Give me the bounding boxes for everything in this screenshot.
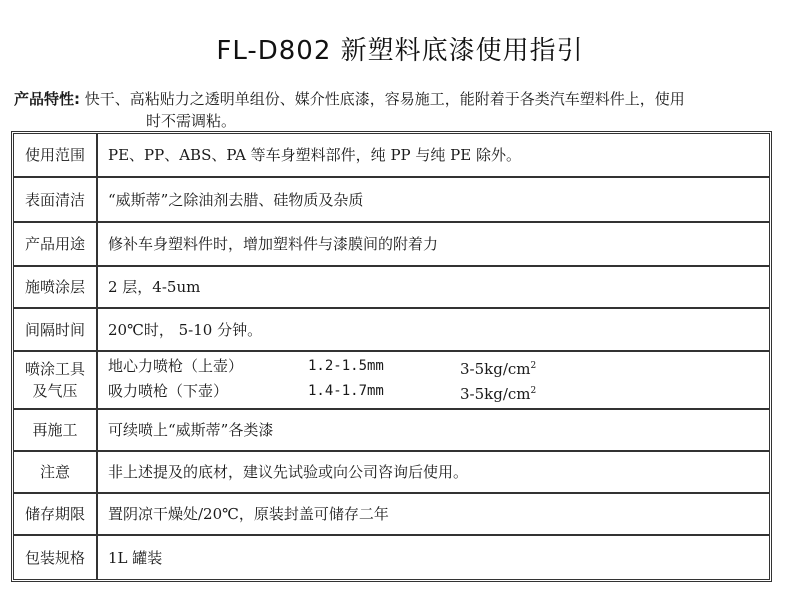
spray-gun-line: [108, 380, 769, 405]
table-row-usage: [14, 223, 769, 267]
row-label: 产品用途: [14, 223, 98, 265]
row-label-line-1: 喷涂工具: [24, 360, 85, 378]
features-line-2: 时不需调粘。: [146, 112, 237, 130]
table-row-interval: [14, 309, 769, 352]
product-features: [14, 88, 790, 132]
table-row-storage: [14, 494, 769, 536]
gun-pressure: $3-5kg/cm^2$: [460, 385, 537, 403]
row-value: 修补车身塑料件时，增加塑料件与漆膜间的附着力: [108, 235, 439, 253]
row-label-line-2: 及气压: [32, 382, 78, 400]
row-label: [14, 352, 98, 408]
spec-table: [11, 131, 772, 582]
row-value: “威斯蒂”之除油剂去腊、硅物质及杂质: [108, 190, 364, 209]
gun-name: 吸力喷枪（下壶）: [108, 382, 229, 400]
row-label: 施喷涂层: [14, 267, 98, 307]
row-value: 2 层，4-5um: [108, 278, 201, 296]
table-row-cleaning: [14, 178, 769, 223]
row-value: 1L 罐装: [108, 548, 163, 567]
row-label: 注意: [14, 452, 98, 492]
row-label: 储存期限: [14, 494, 98, 534]
features-line-1: [14, 88, 790, 110]
table-row-scope: [14, 134, 769, 178]
gun-pressure: $3-5kg/cm^2$: [460, 360, 537, 378]
features-label: 产品特性:: [14, 90, 80, 108]
gun-nozzle: 1.2-1.5mm: [308, 358, 384, 374]
table-row-notice: [14, 452, 769, 494]
table-row-coats: [14, 267, 769, 309]
table-row-reapply: [14, 410, 769, 452]
spray-gun-line: [108, 355, 769, 380]
gun-name: 地心力喷枪（上壶）: [108, 357, 244, 375]
features-text-1: 快干、高粘贴力之透明单组份、媒介性底漆，容易施工，能附着于各类汽车塑料件上，使用: [84, 90, 685, 108]
row-value: PE、PP、ABS、PA 等车身塑料部件，纯 PP 与纯 PE 除外。: [108, 146, 521, 164]
row-label: 使用范围: [14, 134, 98, 176]
page-title: FL-D802 新塑料底漆使用指引: [216, 36, 584, 66]
row-label: 表面清洁: [14, 178, 98, 221]
row-label: 再施工: [14, 410, 98, 450]
row-label: 间隔时间: [14, 309, 98, 350]
row-label: 包装规格: [14, 536, 98, 579]
table-row-spray-tools: [14, 352, 769, 410]
row-value: 非上述提及的底材，建议先试验或向公司咨询后使用。: [108, 463, 469, 481]
row-value: [98, 352, 769, 408]
row-value: 20℃时， 5-10 分钟。: [108, 320, 263, 339]
table-row-packaging: [14, 536, 769, 579]
row-value: 置阴凉干燥处/20℃，原装封盖可储存二年: [108, 505, 389, 523]
gun-nozzle: 1.4-1.7mm: [308, 383, 384, 399]
row-value: 可续喷上“威斯蒂”各类漆: [108, 421, 274, 439]
